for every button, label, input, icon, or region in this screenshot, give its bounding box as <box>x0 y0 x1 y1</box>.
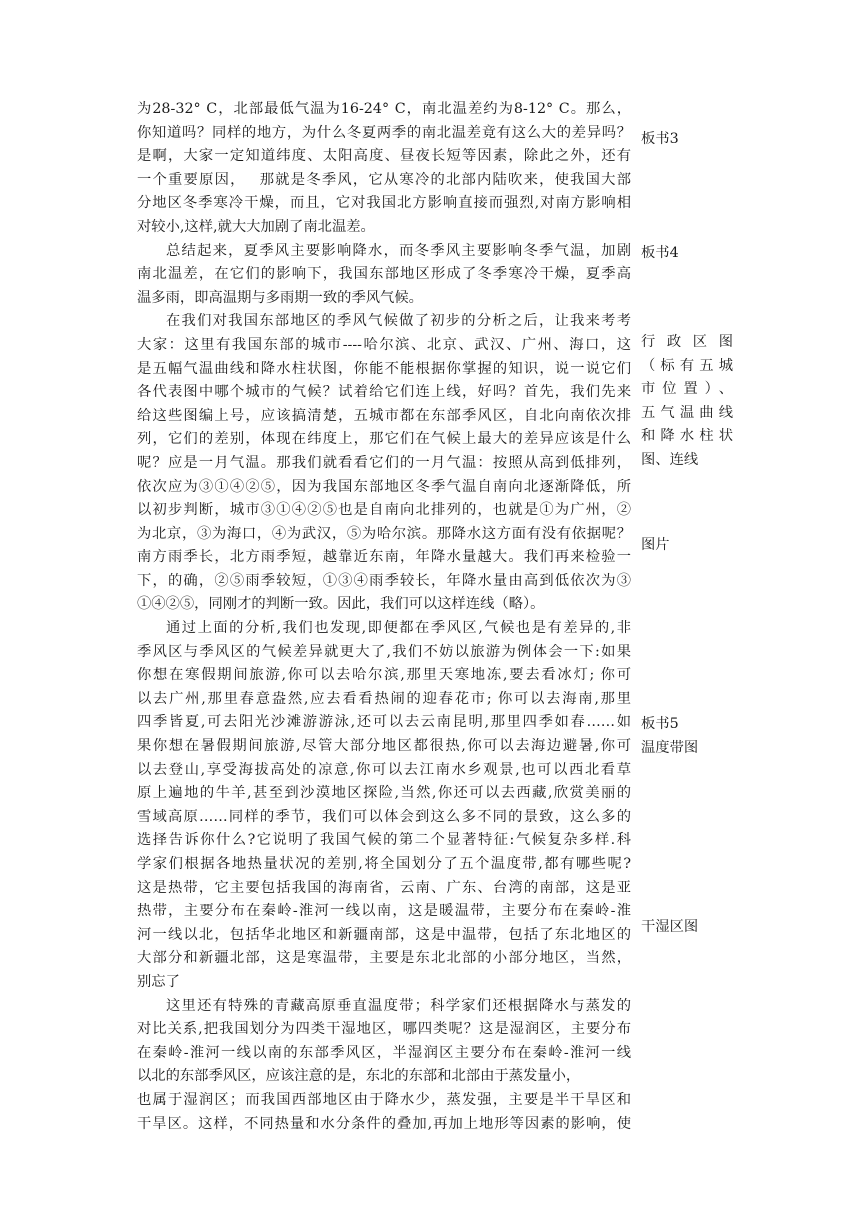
text-line: 别忘了 <box>137 973 180 990</box>
text-line: 对比关系,把我国划分为四类干湿地区，哪四类呢？这是湿润区，主要分布 <box>137 1021 631 1038</box>
note-text: 温度带图 <box>641 739 699 756</box>
text-line: 下，的确，②⑤雨季较短，①③④雨季较长，年降水量由高到低依次为③ <box>137 572 631 589</box>
text-line: 一个重要原因， 那就是冬季风，它从寒冷的北部内陆吹来，使我国大部 <box>137 171 631 188</box>
text-line: 为北京，③为海口，④为武汉，⑤为哈尔滨。那降水这方面有没有依据呢？ <box>137 525 631 542</box>
text-line: 四季皆夏,可去阳光沙滩游游泳,还可以去云南昆明,那里四季如春……如 <box>137 714 631 731</box>
text-line: 你知道吗？同样的地方，为什么冬夏两季的南北温差竟有这么大的差异吗？ <box>137 124 631 141</box>
text-line: 雪域高原……同样的季节，我们可以体会到这么多不同的景致，这么多的 <box>137 808 631 825</box>
paragraph <box>137 310 631 617</box>
text-line: 在我们对我国东部地区的季风气候做了初步的分析之后，让我来考考 <box>166 313 631 330</box>
text-line: 果你想在暑假期间旅游,尽管大部分地区都很热,你可以去海边避暑,你可 <box>137 738 631 755</box>
text-line: 季风区与季风区的气候差异就更大了,我们不妨以旅游为例体会一下:如果 <box>137 643 631 660</box>
text-line: 给这些图编上号，应该搞清楚，五城市都在东部季风区，自北向南依次排 <box>137 407 631 424</box>
note-text: 市位置）、 <box>641 381 733 398</box>
text-line: 以去广州,那里春意盎然,应去看看热闹的迎春花市; 你可以去海南,那里 <box>137 690 631 707</box>
text-line: 南北温差，在它们的影响下，我国东部地区形成了冬季寒冷干燥，夏季高 <box>137 266 631 283</box>
text-line: ①④②⑤，同刚才的判断一致。因此，我们可以这样连线（略）。 <box>137 596 545 613</box>
text-line: 学家们根据各地热量状况的差别,将全国划分了五个温度带,都有哪些呢? <box>137 856 631 872</box>
text-line: 也属于湿润区；而我国西部地区由于降水少，蒸发强，主要是半干旱区和 <box>137 1091 631 1108</box>
note-text: 板书5 <box>641 716 679 732</box>
text-line: 各代表图中哪个城市的气候？试着给它们连上线，好吗？首先，我们先来 <box>137 384 631 401</box>
text-line: 为28-32° C，北部最低气温为16-24° C，南北温差约为8-12° C。那么， <box>137 101 631 117</box>
text-line: 干旱区。这样，不同热量和水分条件的叠加,再加上地形等因素的影响，使 <box>137 1115 631 1132</box>
text-line: 依次应为③①④②⑤，因为我国东部地区冬季气温自南向北逐渐降低，所 <box>137 478 631 495</box>
note-text: 板书3 <box>641 131 679 147</box>
text-line: 你想在寒假期间旅游,你可以去哈尔滨,那里天寒地冻,要去看冰灯; 你可 <box>137 667 631 684</box>
text-line: 是啊，大家一定知道纬度、太阳高度、昼夜长短等因素，除此之外，还有 <box>137 148 631 165</box>
text-line: 分地区冬季寒冷干燥，而且，它对我国北方影响直接而强烈,对南方影响相 <box>137 195 631 212</box>
text-line: 这里还有特殊的青藏高原垂直温度带；科学家们还根据降水与蒸发的 <box>166 997 631 1014</box>
text-line: 原上遍地的牛羊,甚至到沙漠地区探险,当然,你还可以去西藏,欣赏美丽的 <box>137 785 631 802</box>
note-text: 板书4 <box>641 245 679 261</box>
text-line: 以初步判断，城市③①④②⑤也是自南向北排列的，也就是①为广州，② <box>137 502 631 519</box>
text-line: 大家：这里有我国东部的城市----哈尔滨、北京、武汉、广州、海口，这 <box>137 336 631 353</box>
text-line: 温多雨，即高温期与多雨期一致的季风气候。 <box>137 289 423 306</box>
paragraph <box>137 240 631 311</box>
text-line: 这是热带，它主要包括我国的海南省，云南、广东、台湾的南部，这是亚 <box>137 879 631 896</box>
text-line: 南方雨季长，北方雨季短，越靠近东南，年降水量越大。我们再来检验一 <box>137 549 631 566</box>
note-text: 和降水柱状 <box>641 428 733 445</box>
text-line: 大部分和新疆北部，这是寒温带，主要是东北北部的小部分地区，当然， <box>137 950 631 967</box>
margin-note <box>641 331 733 473</box>
note-text: 图、连线 <box>641 451 699 468</box>
text-line: 以去登山,享受海拔高处的凉意,你可以去江南水乡观景,也可以西北看草 <box>137 761 631 778</box>
margin-note <box>641 534 733 558</box>
margin-note <box>641 242 733 266</box>
text-line: 列，它们的差别，体现在纬度上，那它们在气候上最大的差异应该是什么 <box>137 431 631 448</box>
margin-note <box>641 713 733 760</box>
paragraph <box>137 617 631 995</box>
text-line: 在秦岭-淮河一线以南的东部季风区，半湿润区主要分布在秦岭-淮河一线 <box>137 1044 631 1061</box>
paragraph <box>137 995 631 1137</box>
text-line: 河一线以北，包括华北地区和新疆南部，这是中温带，包括了东北地区的 <box>137 926 631 943</box>
text-line: 选择告诉你什么?它说明了我国气候的第二个显著特征:气候复杂多样.科 <box>137 832 631 849</box>
note-text: 干湿区图 <box>641 919 699 935</box>
main-text <box>137 98 631 1136</box>
text-line: 呢？应是一月气温。那我们就看看它们的一月气温：按照从高到低排列， <box>137 454 631 471</box>
note-text: 五气温曲线 <box>641 404 733 421</box>
text-line: 通过上面的分析,我们也发现,即便都在季风区,气候也是有差异的,非 <box>166 620 631 637</box>
note-text: 行 政 区 图 <box>641 334 733 350</box>
margin-note <box>641 128 733 152</box>
paragraph <box>137 98 631 240</box>
note-text: （标有五城 <box>641 357 733 374</box>
text-line: 是五幅气温曲线和降水柱状图，你能不能根据你掌握的知识，说一说它们 <box>137 360 631 377</box>
margin-note <box>641 916 733 940</box>
text-line: 热带，主要分布在秦岭-淮河一线以南，这是暖温带，主要分布在秦岭-淮 <box>137 903 631 920</box>
text-line: 以北的东部季风区，应该注意的是，东北的东部和北部由于蒸发量小， <box>137 1068 581 1085</box>
text-line: 总结起来，夏季风主要影响降水，而冬季风主要影响冬季气温，加剧 <box>166 242 631 259</box>
note-text: 图片 <box>641 537 670 553</box>
text-line: 对较小,这样,就大大加剧了南北温差。 <box>137 218 375 235</box>
